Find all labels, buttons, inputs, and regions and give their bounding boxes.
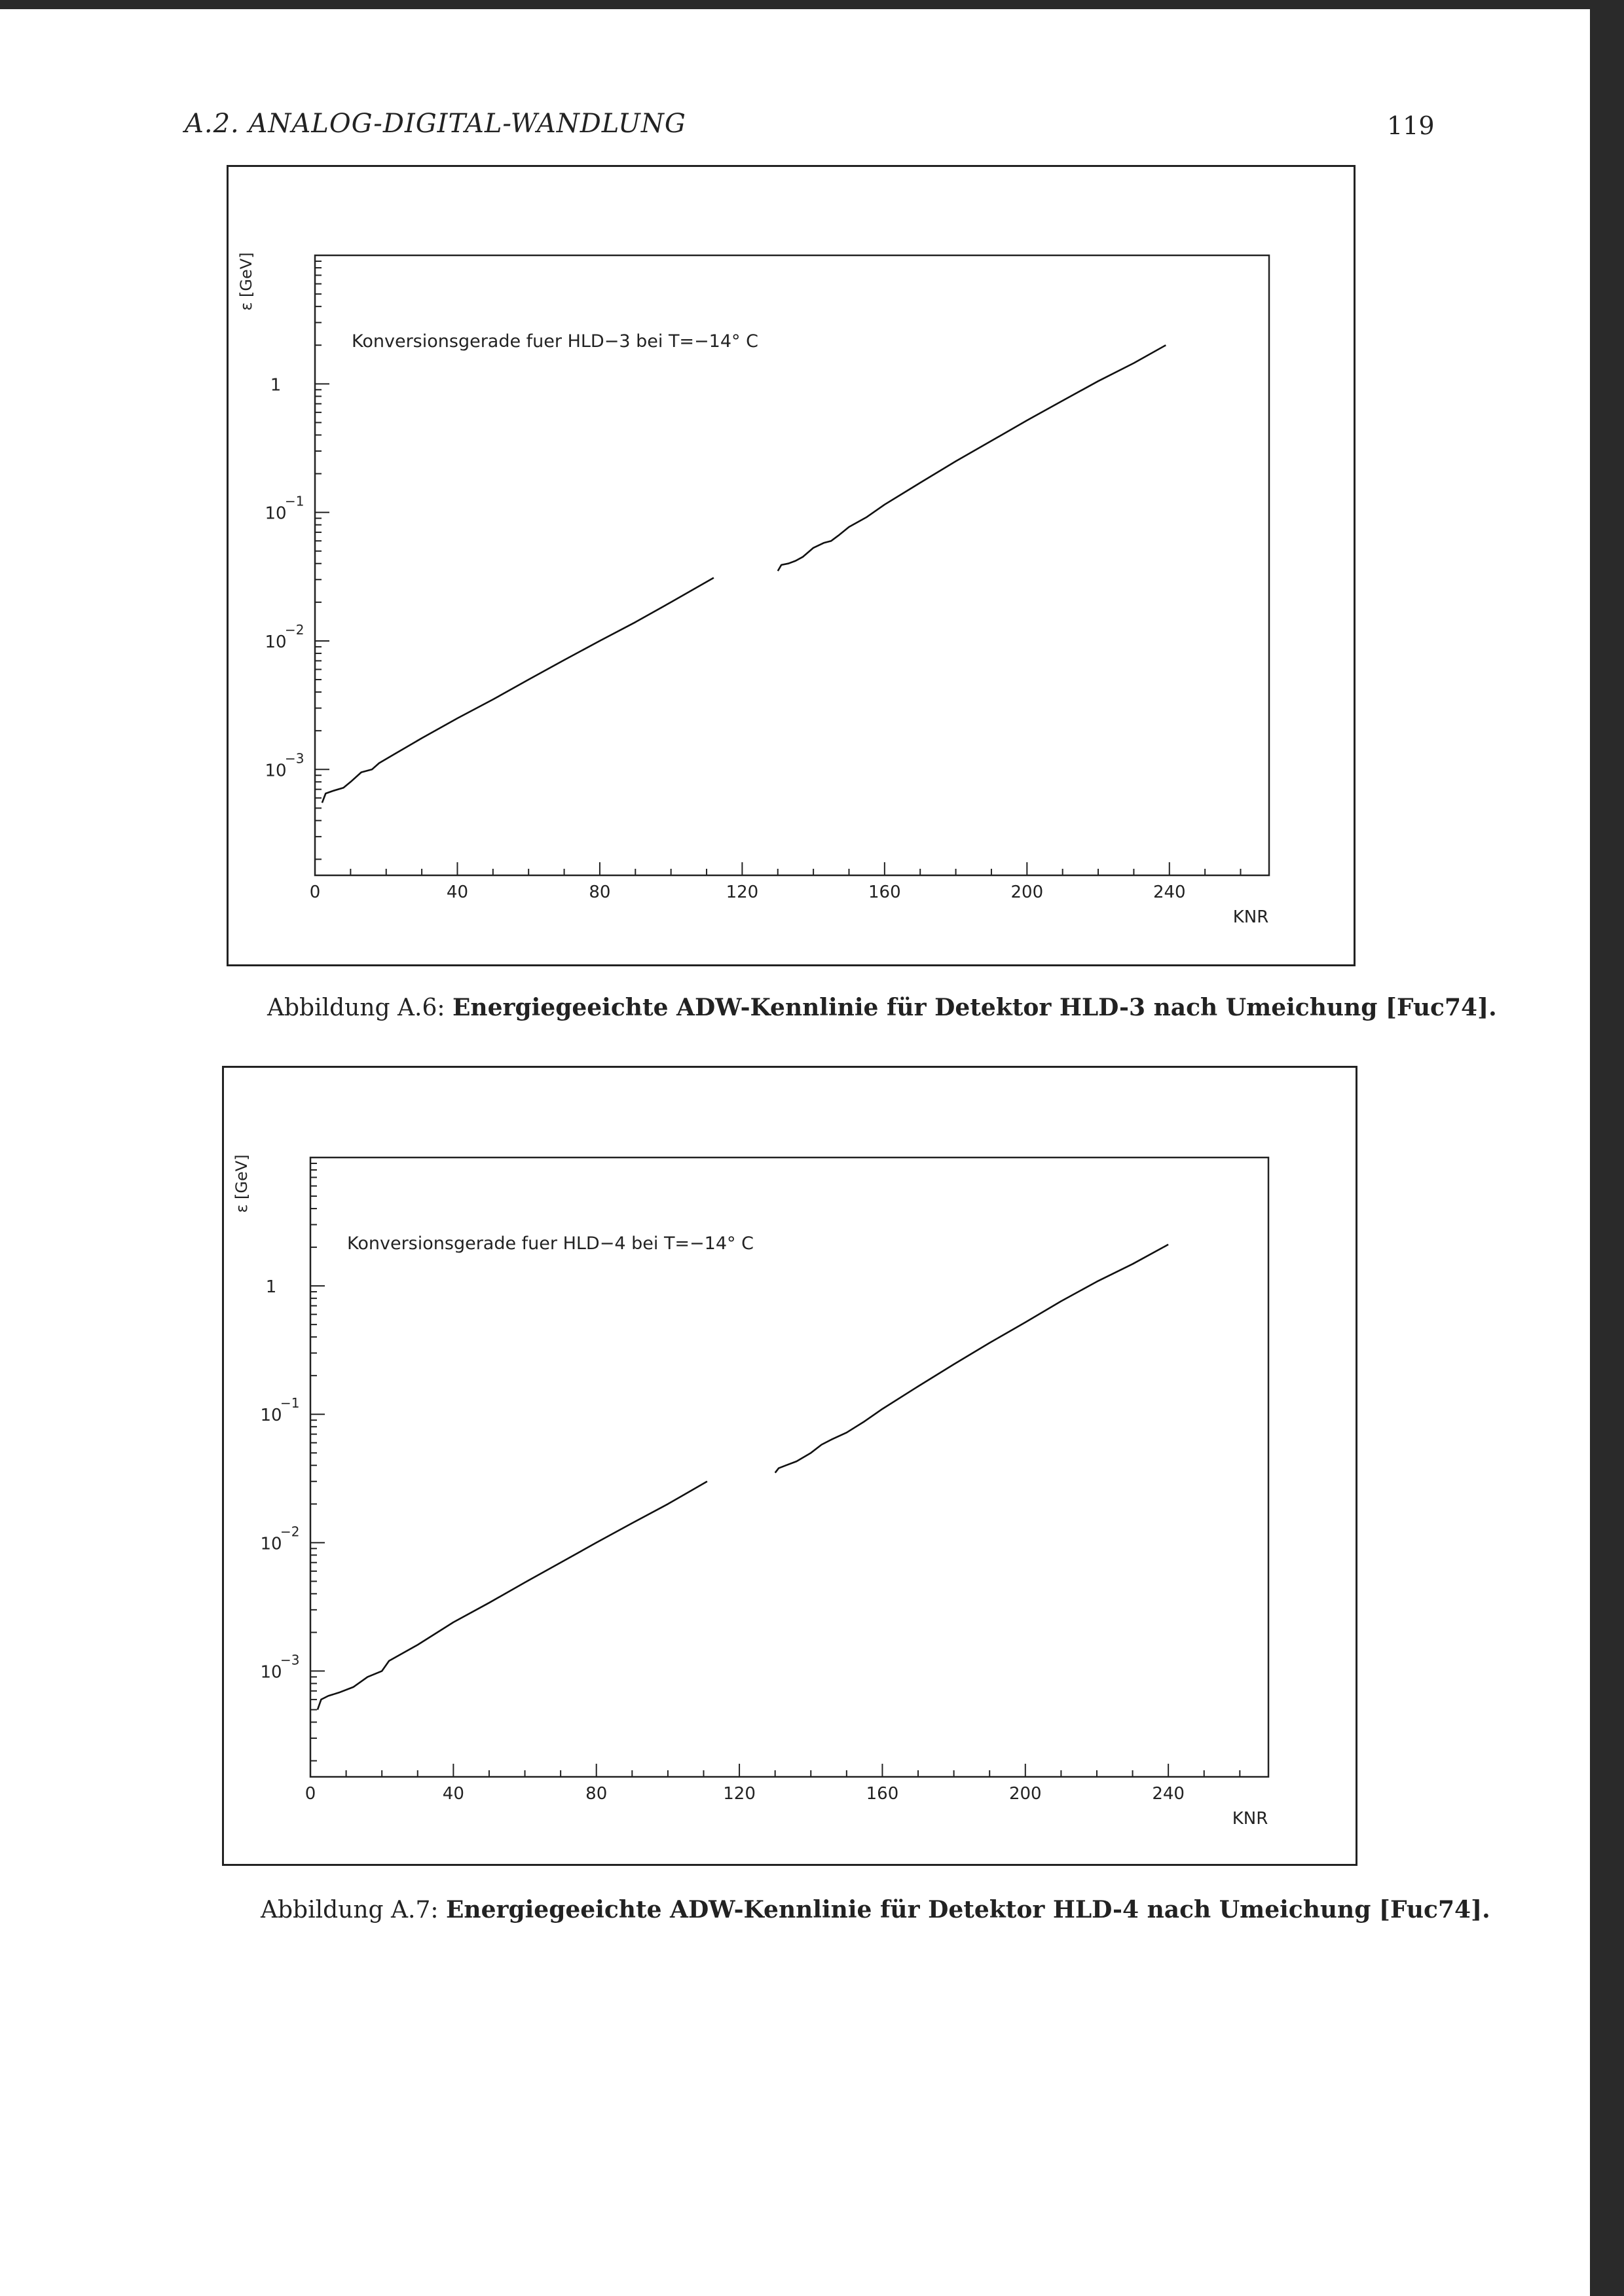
series-line-segment-1: [318, 1482, 707, 1710]
y-tick-exponent: −3: [285, 750, 304, 767]
chart-hld3: [227, 165, 1356, 966]
x-axis-label: KNR: [1232, 1809, 1268, 1829]
x-tick-label: 40: [442, 1784, 464, 1804]
y-tick-label: 10: [260, 1406, 282, 1426]
y-tick-label: 10: [265, 632, 287, 652]
caption-text: Energiegeeichte ADW-Kennlinie für Detektor HLD-3 nach Umeichung [Fuc74].: [452, 994, 1497, 1021]
caption-label: Abbildung A.7:: [261, 1897, 439, 1923]
x-tick-label: 120: [723, 1784, 756, 1804]
x-tick-label: 240: [1153, 883, 1186, 902]
chart-title: Konversionsgerade fuer HLD−4 bei T=−14° C: [347, 1233, 754, 1254]
y-tick-exponent: −2: [285, 621, 304, 638]
x-tick-label: 240: [1152, 1784, 1185, 1804]
series-line-segment-2: [775, 1245, 1168, 1473]
scan-edge: [1590, 0, 1624, 2296]
x-tick-label: 120: [726, 883, 759, 902]
y-axis-label: ε [GeV]: [237, 252, 255, 311]
y-tick-label: 10: [265, 503, 287, 524]
y-tick-exponent: −2: [280, 1523, 300, 1540]
y-tick-exponent: −1: [280, 1395, 300, 1412]
y-tick-exponent: −1: [285, 493, 304, 509]
x-tick-label: 160: [868, 883, 901, 902]
y-tick-label: 10: [260, 1534, 282, 1554]
y-tick-label: 10: [260, 1662, 282, 1683]
x-tick-label: 0: [309, 883, 321, 902]
y-tick-label: 10: [265, 761, 287, 781]
x-tick-label: 80: [585, 1784, 608, 1804]
y-tick-exponent: −3: [280, 1652, 300, 1668]
series-line-segment-2: [778, 345, 1166, 571]
y-tick-label: 1: [270, 375, 282, 395]
figure-caption-1: [267, 994, 1497, 1021]
x-tick-label: 80: [589, 883, 611, 902]
x-tick-label: 160: [866, 1784, 899, 1804]
chart-hld4: [222, 1066, 1357, 1866]
caption-label: Abbildung A.6:: [267, 994, 445, 1021]
x-tick-label: 200: [1010, 883, 1044, 902]
y-tick-label: 1: [265, 1277, 277, 1298]
running-header: A.2. ANALOG-DIGITAL-WANDLUNG: [185, 109, 686, 139]
x-tick-label: 0: [304, 1784, 316, 1804]
x-tick-label: 200: [1008, 1784, 1042, 1804]
figure-caption-2: [261, 1896, 1490, 1923]
chart-title: Konversionsgerade fuer HLD−3 bei T=−14° C: [352, 331, 758, 352]
x-tick-label: 40: [446, 883, 469, 902]
y-axis-label: ε [GeV]: [232, 1154, 251, 1213]
x-axis-label: KNR: [1232, 907, 1269, 927]
page-number: 119: [1387, 111, 1435, 140]
caption-text: Energiegeeichte ADW-Kennlinie für Detektor HLD-4 nach Umeichung [Fuc74].: [445, 1896, 1490, 1923]
series-line-segment-1: [322, 578, 714, 803]
